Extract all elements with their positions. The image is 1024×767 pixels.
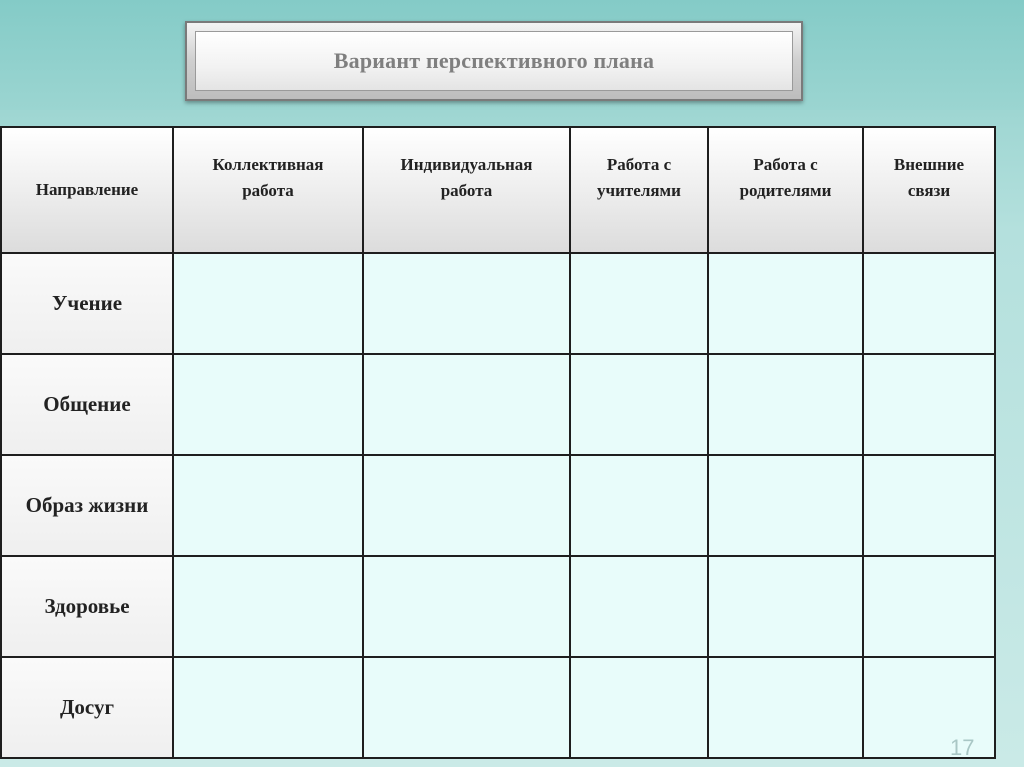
- table-cell[interactable]: [363, 253, 570, 354]
- table-row: [1, 253, 995, 354]
- header-cell-individual: [363, 127, 570, 253]
- table-cell[interactable]: [863, 657, 995, 758]
- table-cell[interactable]: [863, 556, 995, 657]
- plan-table: [0, 126, 996, 759]
- table-cell[interactable]: [173, 354, 363, 455]
- table-cell[interactable]: [708, 455, 863, 556]
- table-cell[interactable]: [570, 354, 708, 455]
- header-label: Коллективная работа: [212, 155, 324, 200]
- table-cell[interactable]: [173, 556, 363, 657]
- table-row: [1, 556, 995, 657]
- title-frame: [185, 21, 803, 101]
- table-cell[interactable]: [363, 556, 570, 657]
- header-label: Работа с учителями: [597, 155, 681, 200]
- table-cell[interactable]: [363, 455, 570, 556]
- table-cell[interactable]: [708, 354, 863, 455]
- header-label: Работа с родителями: [739, 155, 832, 200]
- row-label-cell: Учение: [1, 253, 173, 354]
- table-cell[interactable]: [570, 455, 708, 556]
- table-header-row: [1, 127, 995, 253]
- slide-number: 17: [950, 735, 975, 760]
- header-cell-collective: [173, 127, 363, 253]
- header-cell-direction: [1, 127, 173, 253]
- title-inner-panel: [195, 31, 793, 91]
- table-row: [1, 455, 995, 556]
- table-cell[interactable]: [863, 354, 995, 455]
- table-cell[interactable]: [708, 253, 863, 354]
- table-cell[interactable]: [708, 556, 863, 657]
- table-cell[interactable]: [570, 253, 708, 354]
- table-cell[interactable]: [363, 354, 570, 455]
- table-cell[interactable]: [173, 253, 363, 354]
- row-label-cell: Досуг: [1, 657, 173, 758]
- table-cell[interactable]: [570, 556, 708, 657]
- row-label-cell: Общение: [1, 354, 173, 455]
- header-cell-parents: [708, 127, 863, 253]
- table-cell[interactable]: [570, 657, 708, 758]
- table-cell[interactable]: [173, 657, 363, 758]
- header-label: Направление: [35, 180, 139, 199]
- table-cell[interactable]: [363, 657, 570, 758]
- table-row: [1, 354, 995, 455]
- header-cell-external: [863, 127, 995, 253]
- slide-title: Вариант перспективного плана: [333, 48, 655, 73]
- table-cell[interactable]: [708, 657, 863, 758]
- table-cell[interactable]: [173, 455, 363, 556]
- header-label: Внешние связи: [893, 155, 965, 200]
- table-row: [1, 657, 995, 758]
- table-cell[interactable]: [863, 455, 995, 556]
- header-label: Индивидуальная работа: [400, 155, 533, 200]
- header-cell-teachers: [570, 127, 708, 253]
- table-cell[interactable]: [863, 253, 995, 354]
- row-label-cell: Здоровье: [1, 556, 173, 657]
- row-label-cell: Образ жизни: [1, 455, 173, 556]
